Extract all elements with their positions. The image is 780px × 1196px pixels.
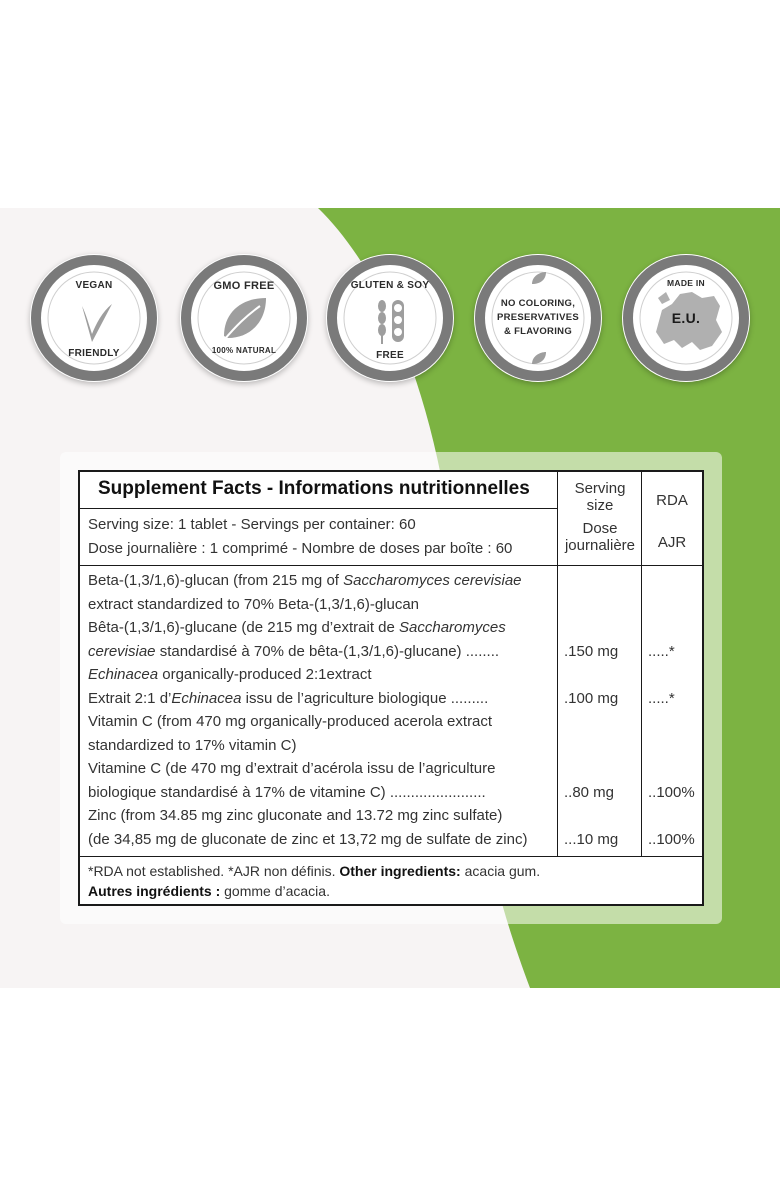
ingredient-text-tail: organically-produced 2:1extract: [158, 666, 372, 683]
serving-size-fr: Dose journalière : 1 comprimé - Nombre de doses par boîte : 60: [88, 540, 513, 557]
supplement-facts-table: [78, 470, 704, 906]
serving-amount: ...10 mg: [564, 830, 619, 848]
badge-1-top: VEGAN: [75, 280, 113, 291]
ingredient-line: [88, 596, 419, 613]
rda-percent: ..100%: [648, 783, 695, 801]
rda-percent: ..100%: [648, 830, 695, 848]
ingredient-line: [88, 643, 499, 660]
product-info-banner: [0, 208, 780, 988]
badge-1-bottom: FRIENDLY: [68, 348, 120, 359]
ingredient-text: Zinc (from 34.85 mg zinc gluconate and 13.72 mg zinc sulfate): [88, 807, 503, 824]
footer-rda-note: *RDA not established. *AJR non définis.: [88, 863, 340, 879]
title-divider: [80, 508, 558, 509]
ingredient-line: [88, 784, 486, 801]
badge-2-bottom: 100% NATURAL: [211, 346, 277, 355]
serving-header-line-4: journalière: [564, 537, 636, 554]
rda-percent: .....*: [648, 642, 675, 660]
facts-body: [80, 566, 702, 856]
ingredient-text: Beta-(1,3/1,6)-glucan (from 215 mg of: [88, 572, 344, 589]
ingredient-italic-text: Saccharomyces: [399, 619, 506, 636]
serving-amount: ..80 mg: [564, 783, 615, 801]
ingredient-text: standardized to 17% vitamin C): [88, 736, 297, 754]
ingredient-line: [88, 619, 506, 636]
facts-footer: [80, 856, 702, 904]
ingredient-text: extract standardized to 70% Beta-(1,3/1,6)-glucan: [88, 595, 420, 613]
ingredient-line: [88, 760, 495, 777]
serving-column-header: [558, 480, 642, 554]
footer-other-ingredients-value: acacia gum.: [460, 863, 541, 879]
serving-amount: .100 mg: [564, 689, 619, 707]
ingredient-text: Vitamine C (de 470 mg d’extrait d’acérola issu de l’agriculture: [88, 760, 496, 777]
serving-header-line-3: Dose: [582, 520, 618, 537]
ingredient-line: [88, 831, 527, 848]
gluten-soy-free-badge: [326, 254, 454, 382]
gmo-free-badge: [180, 254, 308, 382]
ingredient-line: [88, 713, 492, 730]
footer-autres-value: gomme d’acacia.: [220, 883, 330, 899]
badge-3-top: GLUTEN & SOY: [350, 280, 430, 291]
ingredient-line: [88, 807, 502, 824]
ingredient-text-tail: standardisé à 70% de bêta-(1,3/1,6)-glucane) ........: [155, 642, 500, 660]
ingredient-text: Vitamin C (from 470 mg organically-produced acerola extract: [88, 713, 493, 730]
ingredient-italic-text: cerevisiae: [88, 642, 156, 660]
ingredient-line: [88, 737, 296, 754]
badge-2-top: GMO FREE: [213, 280, 275, 292]
rda-column-header-en: RDA: [656, 492, 688, 509]
certification-badges: [0, 254, 780, 394]
badge-4-line-2: PRESERVATIVES: [496, 312, 580, 323]
rda-percent: .....*: [648, 689, 675, 707]
rda-column-header-fr: AJR: [657, 534, 687, 551]
serving-size-en: Serving size: 1 tablet - Servings per container: 60: [88, 516, 416, 533]
facts-header: [80, 472, 702, 566]
no-coloring-badge: [474, 254, 602, 382]
vegan-friendly-badge: [30, 254, 158, 382]
ingredient-italic-text: Saccharomyces cerevisiae: [343, 572, 522, 589]
ingredient-text: Bêta-(1,3/1,6)-glucane (de 215 mg d’extrait de: [88, 619, 400, 636]
ingredient-text: biologique standardisé à 17% de vitamine C) .......................: [88, 783, 486, 801]
badge-5-bottom: E.U.: [671, 310, 701, 326]
footer-other-ingredients-label: Other ingredients:: [339, 863, 461, 879]
ingredient-italic-text: Echinacea: [88, 666, 159, 683]
facts-title: Supplement Facts - Informations nutritionnelles: [98, 478, 530, 499]
badge-4-line-1: NO COLORING,: [500, 298, 576, 309]
ingredient-italic-text: Echinacea: [171, 689, 242, 707]
serving-amount: .150 mg: [564, 642, 619, 660]
ingredient-line: [88, 666, 372, 683]
ingredient-line: [88, 572, 522, 589]
badge-4-line-3: & FLAVORING: [503, 326, 573, 337]
serving-header-line-1: Serving: [574, 480, 626, 497]
badge-5-top: MADE IN: [667, 278, 705, 288]
ingredient-text-tail: issu de l’agriculture biologique .........: [241, 689, 489, 707]
footer-line-2: [88, 883, 330, 899]
ingredient-text: (de 34,85 mg de gluconate de zinc et 13,72 mg de sulfate de zinc): [88, 830, 528, 848]
footer-line-1: [88, 863, 540, 879]
ingredient-text: Extrait 2:1 d’: [88, 689, 172, 707]
serving-header-line-2: size: [586, 497, 614, 514]
badge-3-bottom: FREE: [376, 350, 404, 361]
footer-autres-label: Autres ingrédients :: [88, 883, 221, 899]
ingredient-line: [88, 690, 488, 707]
made-in-eu-badge: [622, 254, 750, 382]
